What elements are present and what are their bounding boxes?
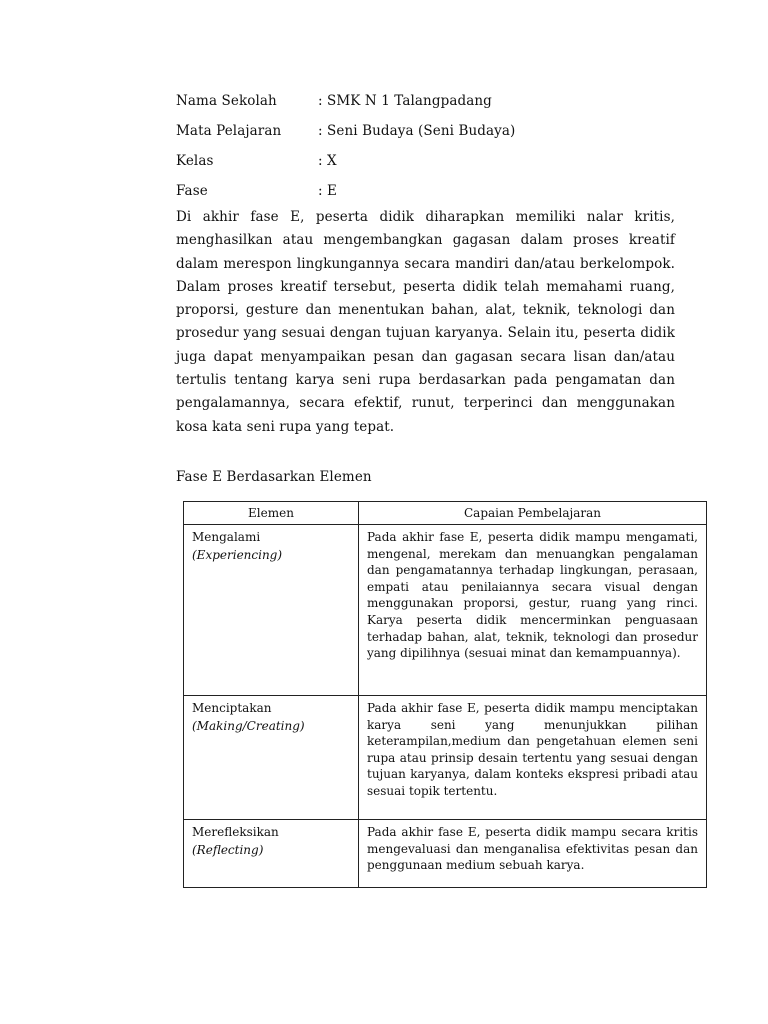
elemen-english-name: (Reflecting): [192, 842, 264, 857]
table-row: [184, 525, 707, 696]
elemen-name: Menciptakan: [192, 701, 272, 715]
elemen-name: Merefleksikan: [192, 825, 279, 839]
meta-value: : Seni Budaya (Seni Budaya): [318, 123, 516, 139]
table-row: [184, 820, 707, 888]
learning-outcomes-table: [183, 501, 707, 888]
meta-label: Mata Pelajaran: [176, 123, 282, 139]
table-row: [184, 696, 707, 820]
capaian-cell: Pada akhir fase E, peserta didik mampu mengamati, mengenal, merekam dan menuangkan pengalaman dan pengamatannya terhadap lingkungan, perasaan, empati atau penilaiannya secara visual dengan menggunakan proporsi, gestur, ruang yang rinci. Karya peserta didik mencerminkan penguasaan terhadap bahan, alat, teknik, teknologi dan prosedur yang dipilihnya (sesuai minat dan kemampuannya).: [359, 525, 707, 696]
elemen-cell: [184, 820, 359, 888]
meta-row-subject: [176, 116, 676, 146]
meta-row-phase: [176, 176, 676, 206]
meta-value: : E: [318, 183, 337, 199]
table-header-row: [184, 502, 707, 525]
meta-label: Nama Sekolah: [176, 93, 277, 109]
header-elemen: Elemen: [184, 502, 359, 525]
capaian-cell: Pada akhir fase E, peserta didik mampu menciptakan karya seni yang menunjukkan pilihan keterampilan,medium dan pengetahuan elemen seni rupa atau prinsip desain tertentu yang sesuai dengan tujuan karyanya, dalam konteks ekspresi pribadi atau sesuai topik tertentu.: [359, 696, 707, 820]
elemen-english-name: (Making/Creating): [192, 718, 305, 733]
meta-row-school: [176, 86, 676, 116]
section-title: Fase E Berdasarkan Elemen: [176, 469, 372, 485]
elemen-name: Mengalami: [192, 530, 261, 544]
meta-value: : X: [318, 153, 337, 169]
capaian-cell: Pada akhir fase E, peserta didik mampu secara kritis mengevaluasi dan menganalisa efektivitas pesan dan penggunaan medium sebuah karya.: [359, 820, 707, 888]
elemen-cell: [184, 696, 359, 820]
intro-paragraph: Di akhir fase E, peserta didik diharapkan memiliki nalar kritis, menghasilkan atau mengembangkan gagasan dalam proses kreatif dalam merespon lingkungannya secara mandiri dan/atau berkelompok. Dalam proses kreatif tersebut, peserta didik telah memahami ruang, proporsi, gesture dan menentukan bahan, alat, teknik, teknologi dan prosedur yang sesuai dengan tujuan karyanya. Selain itu, peserta didik juga dapat menyampaikan pesan dan gagasan secara lisan dan/atau tertulis tentang karya seni rupa berdasarkan pada pengamatan dan pengalamannya, secara efektif, runut, terperinci dan menggunakan kosa kata seni rupa yang tepat.: [176, 209, 675, 435]
meta-row-class: [176, 146, 676, 176]
header-capaian: Capaian Pembelajaran: [359, 502, 707, 525]
meta-label: Fase: [176, 183, 208, 199]
elemen-english-name: (Experiencing): [192, 547, 283, 562]
meta-label: Kelas: [176, 153, 214, 169]
document-metadata: [176, 86, 676, 206]
elemen-cell: [184, 525, 359, 696]
meta-value: : SMK N 1 Talangpadang: [318, 93, 492, 109]
